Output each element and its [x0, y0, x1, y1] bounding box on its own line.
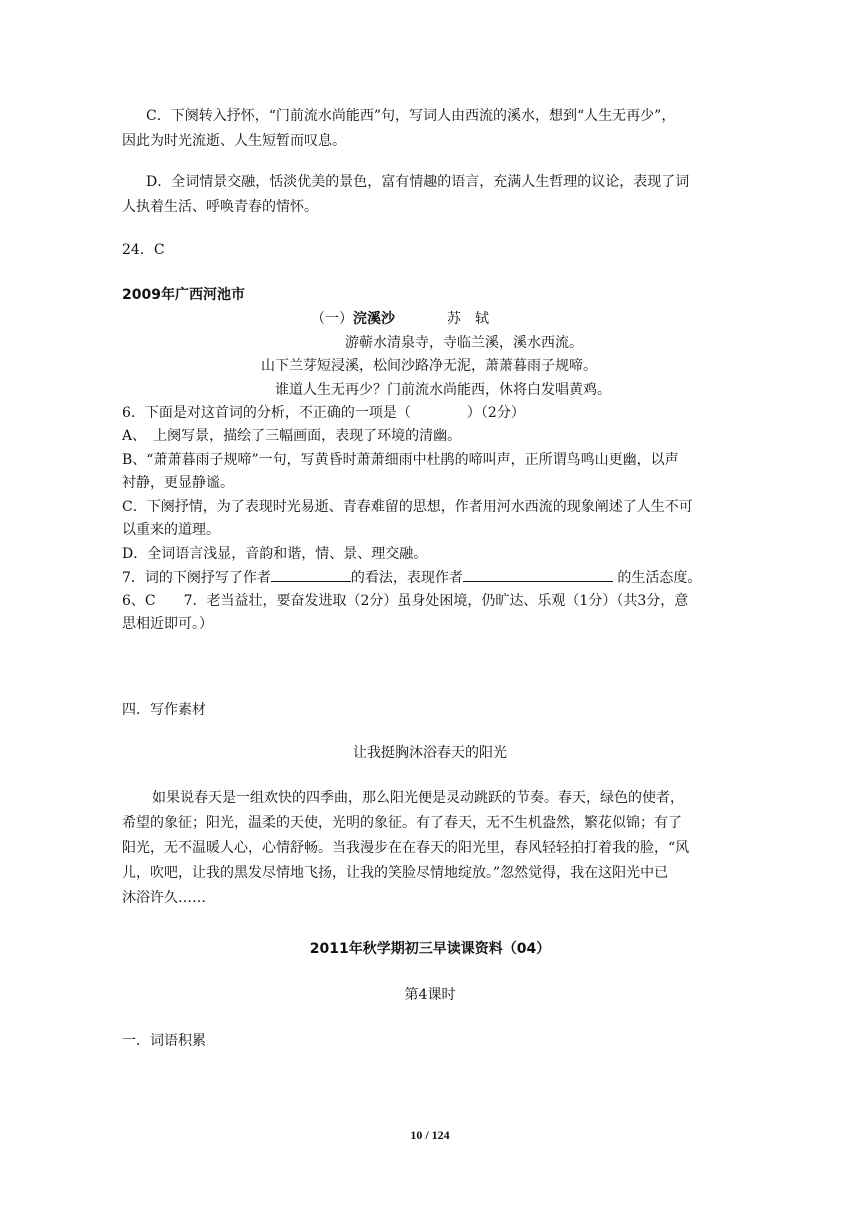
option-d-line2: 人执着生活、呼唤青春的情怀。: [122, 199, 318, 215]
writing-heading: 四．写作素材: [122, 702, 206, 718]
poem-preface: 游蕲水清泉寺，寺临兰溪，溪水西流。: [345, 335, 583, 351]
question-6-option-c-line2: 以重来的道理。: [122, 522, 220, 538]
question-7-part1: 7．词的下阕抒写了作者: [122, 570, 271, 586]
poem-line-1: 山下兰芽短浸溪，松间沙路净无泥，萧萧暮雨子规啼。: [261, 358, 597, 374]
poem-author: 苏 轼: [447, 311, 489, 327]
essay-line-4: 儿，吹吧，让我的黑发尽情地飞扬，让我的笑脸尽情地绽放。”忽然觉得，我在这阳光中已: [122, 865, 669, 881]
page-number: 10 / 124: [410, 1128, 450, 1142]
vocab-heading: 一．词语积累: [122, 1033, 206, 1049]
material-title: 2011年秋学期初三早读课资料（04）: [309, 941, 551, 957]
question-7-part2: 的看法，表现作者: [350, 570, 463, 586]
option-c-line2: 因此为时光流逝、人生短暂而叹息。: [122, 133, 346, 149]
answer-24: 24．C: [122, 242, 165, 258]
question-6-option-b-line1: B、“萧萧暮雨子规啼”一句，写黄昏时萧萧细雨中杜鹃的啼叫声，正所谓鸟鸣山更幽，以声: [122, 452, 679, 468]
answers-line2: 思相近即可。）: [122, 616, 213, 632]
lesson-number: 第4课时: [404, 987, 456, 1003]
poem-title-line: [311, 309, 489, 329]
poem-number: （一）: [311, 311, 353, 327]
question-6-stem: 6．下面是对这首词的分析，不正确的一项是（ ）（2分）: [122, 405, 525, 421]
answer-blank-1: [271, 567, 351, 582]
answer-blank-2: [463, 567, 613, 582]
exam-heading: 2009年广西河池市: [122, 287, 245, 303]
question-7-part3: 的生活态度。: [612, 570, 702, 586]
poem-line-2: 谁道人生无再少？门前流水尚能西，休将白发唱黄鸡。: [275, 382, 611, 398]
essay-line-5: 沐浴许久……: [122, 890, 206, 906]
essay-line-2: 希望的象征；阳光，温柔的天使，光明的象征。有了春天，无不生机盎然，繁花似锦；有了: [122, 815, 682, 831]
option-c-line1: C．下阕转入抒怀，“门前流水尚能西”句，写词人由西流的溪水，想到“人生无再少”，: [146, 108, 676, 124]
essay-title: 让我挺胸沐浴春天的阳光: [353, 745, 507, 761]
question-7: [122, 567, 701, 588]
option-d-line1: D．全词情景交融，恬淡优美的景色，富有情趣的语言，充满人生哲理的议论，表现了词: [146, 174, 690, 190]
question-6-option-a: A、 上阕写景，描绘了三幅画面，表现了环境的清幽。: [122, 428, 462, 444]
question-6-option-c-line1: C．下阕抒情，为了表现时光易逝、青春难留的思想，作者用河水西流的现象阐述了人生不可: [122, 499, 693, 515]
question-6-option-d: D．全词语言浅显，音韵和谐，情、景、理交融。: [122, 546, 428, 562]
essay-line-1: 如果说春天是一组欢快的四季曲，那么阳光便是灵动跳跃的节奏。春天，绿色的使者，: [152, 790, 684, 806]
poem-title: 浣溪沙: [353, 311, 395, 327]
question-6-option-b-line2: 衬静，更显静谧。: [122, 475, 234, 491]
answers-line1: 6、C 7．老当益壮，要奋发进取（2分）虽身处困境，仍旷达、乐观（1分）（共3分，意: [122, 593, 689, 609]
essay-line-3: 阳光，无不温暖人心，心情舒畅。当我漫步在在春天的阳光里，春风轻轻拍打着我的脸，“风: [122, 840, 690, 856]
